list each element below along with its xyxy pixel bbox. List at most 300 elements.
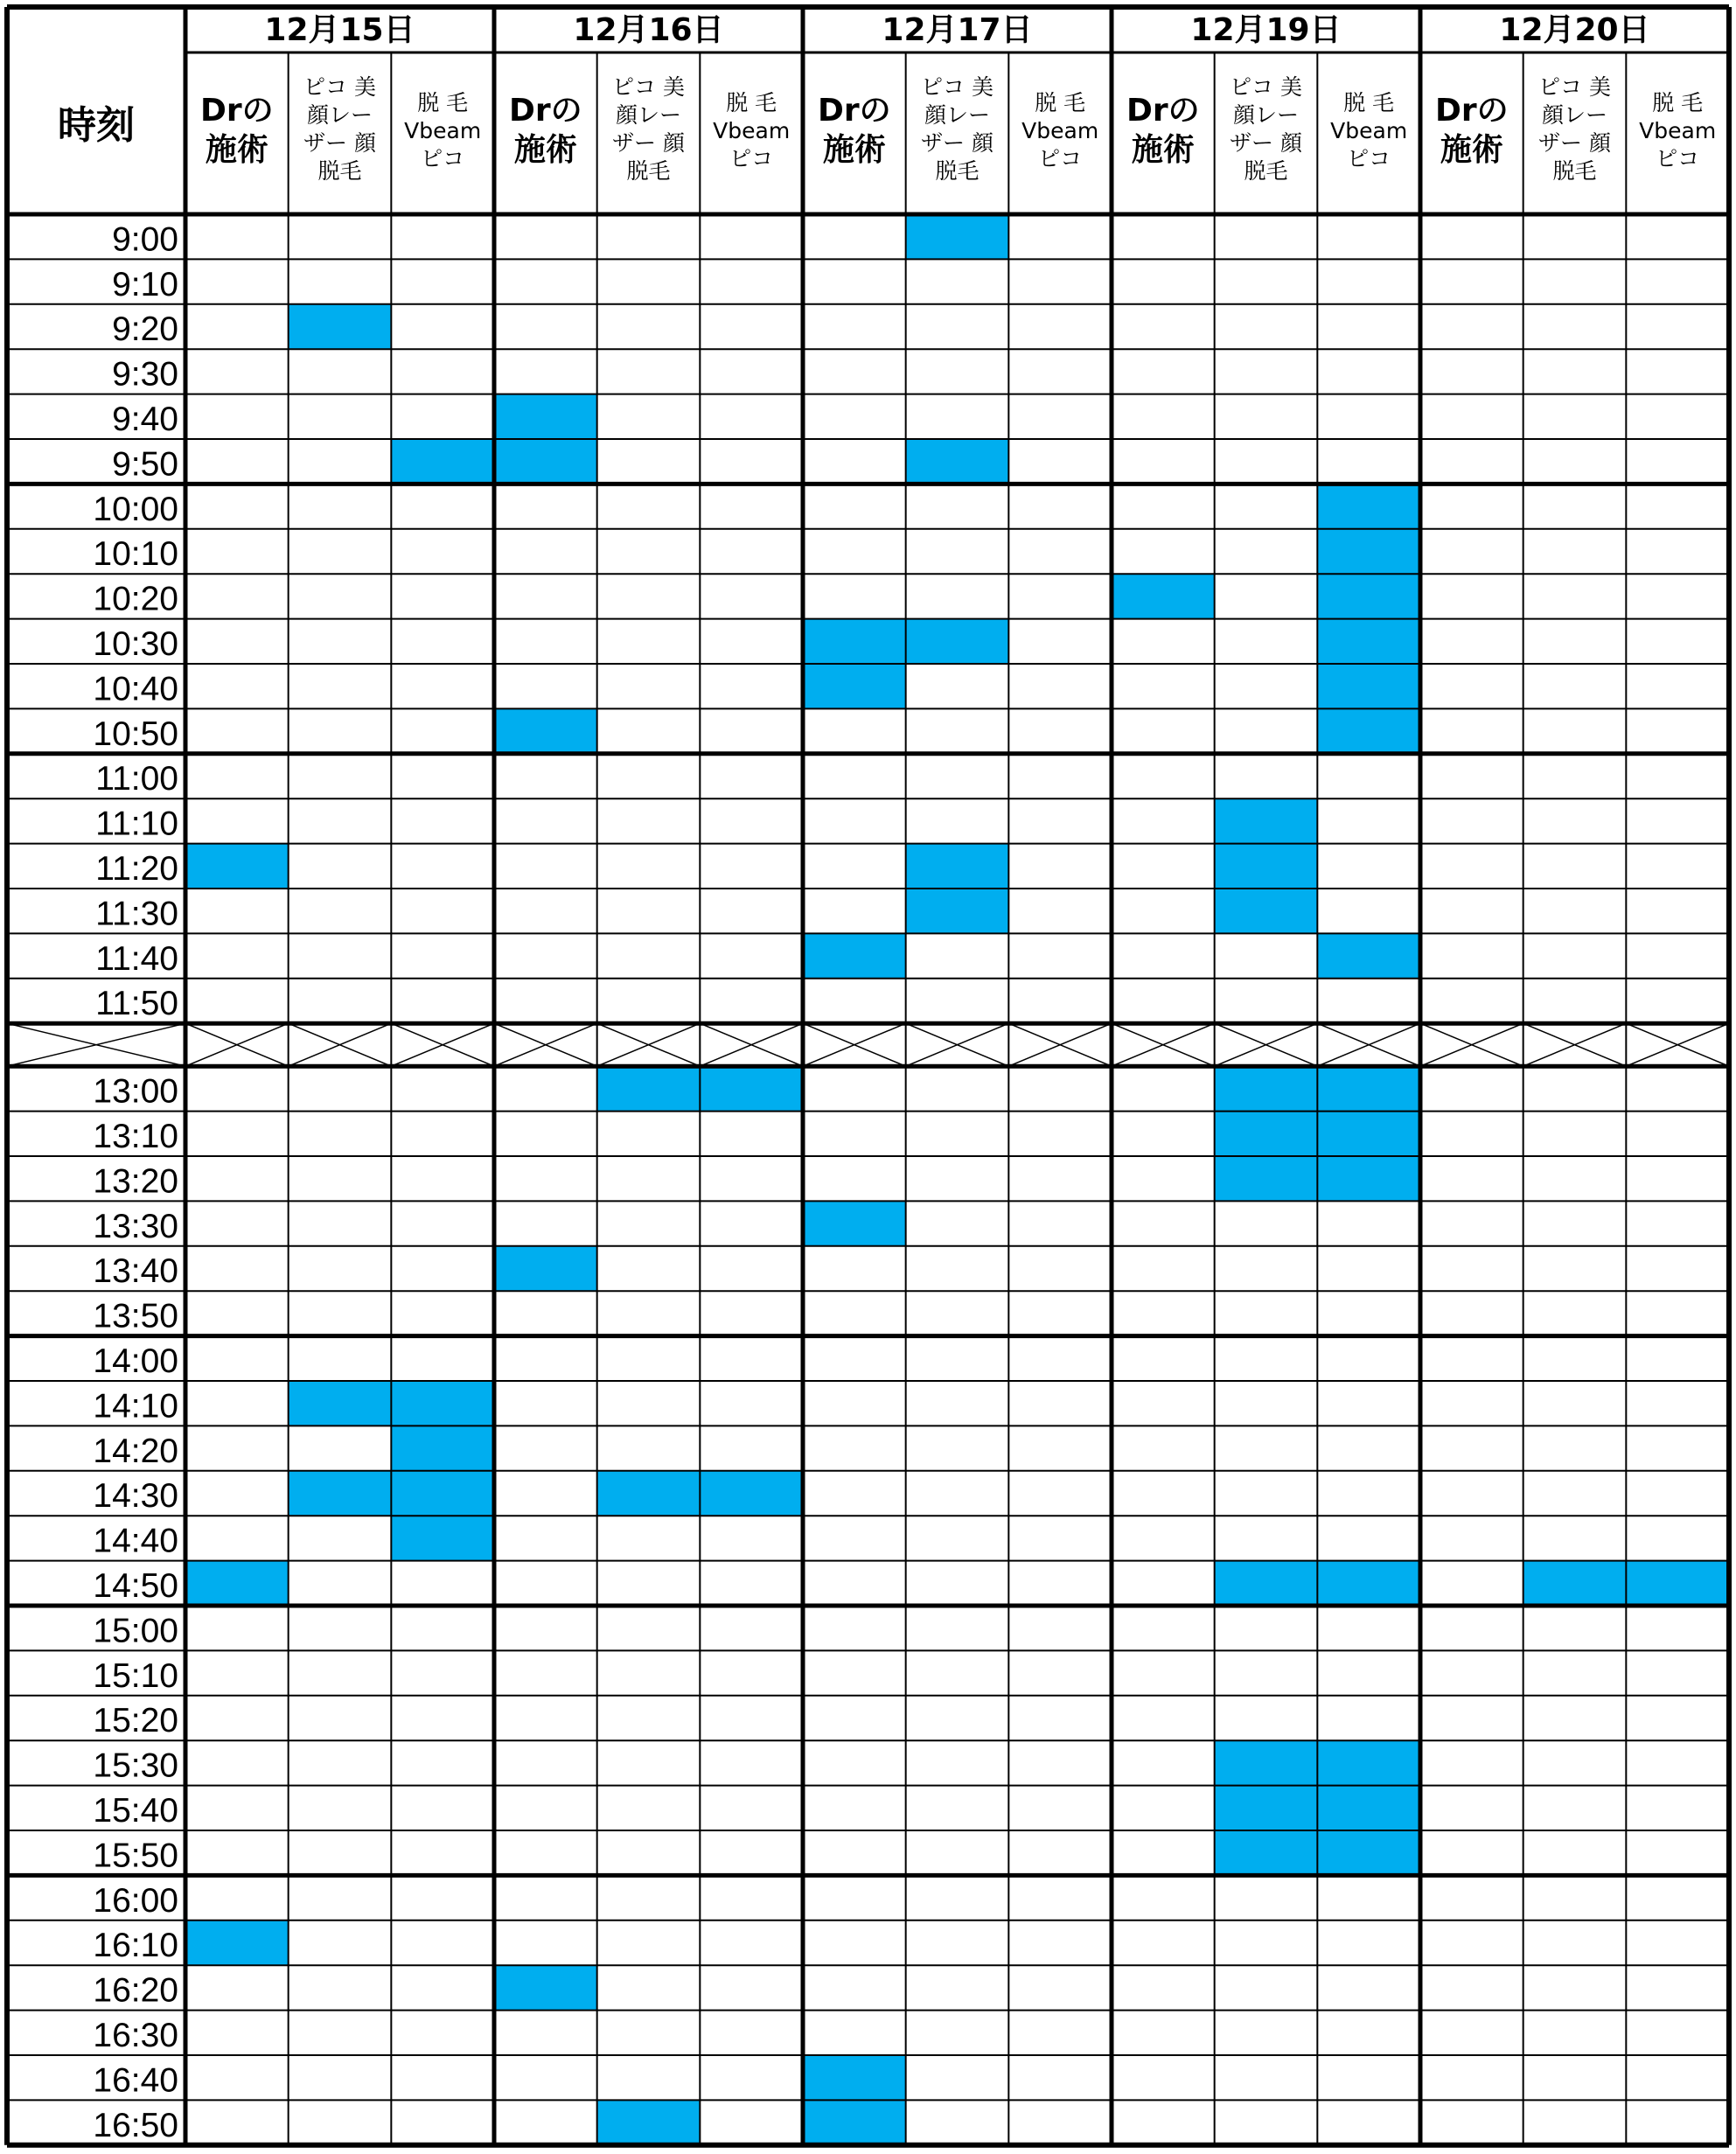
empty-slot[interactable] — [1317, 394, 1420, 439]
booked-slot-1450-col11[interactable] — [1317, 1561, 1420, 1606]
empty-slot[interactable] — [1215, 708, 1318, 753]
empty-slot[interactable] — [185, 439, 289, 484]
empty-slot[interactable] — [1317, 2011, 1420, 2055]
booked-slot-1110-col10[interactable] — [1215, 798, 1318, 843]
empty-slot[interactable] — [391, 619, 494, 664]
empty-slot[interactable] — [803, 259, 906, 303]
empty-slot[interactable] — [289, 844, 392, 889]
empty-slot[interactable] — [803, 2011, 906, 2055]
empty-slot[interactable] — [1420, 1696, 1523, 1740]
empty-slot[interactable] — [1626, 933, 1729, 978]
empty-slot[interactable] — [1523, 708, 1627, 753]
empty-slot[interactable] — [1626, 1740, 1729, 1785]
empty-slot[interactable] — [1215, 1336, 1318, 1381]
empty-slot[interactable] — [597, 1561, 701, 1606]
empty-slot[interactable] — [1626, 1426, 1729, 1470]
empty-slot[interactable] — [1317, 2055, 1420, 2100]
empty-slot[interactable] — [700, 1965, 803, 2010]
empty-slot[interactable] — [597, 574, 701, 618]
empty-slot[interactable] — [494, 933, 597, 978]
empty-slot[interactable] — [906, 1156, 1009, 1201]
empty-slot[interactable] — [391, 1201, 494, 1245]
empty-slot[interactable] — [289, 2100, 392, 2144]
empty-slot[interactable] — [289, 439, 392, 484]
booked-slot-950-col3[interactable] — [494, 439, 597, 484]
empty-slot[interactable] — [906, 1606, 1009, 1650]
empty-slot[interactable] — [1626, 1381, 1729, 1426]
empty-slot[interactable] — [494, 664, 597, 708]
empty-slot[interactable] — [1008, 529, 1112, 574]
empty-slot[interactable] — [906, 574, 1009, 618]
empty-slot[interactable] — [391, 1112, 494, 1156]
empty-slot[interactable] — [1215, 1471, 1318, 1516]
empty-slot[interactable] — [1420, 439, 1523, 484]
empty-slot[interactable] — [1008, 1156, 1112, 1201]
empty-slot[interactable] — [803, 214, 906, 259]
empty-slot[interactable] — [1317, 214, 1420, 259]
empty-slot[interactable] — [1523, 933, 1627, 978]
empty-slot[interactable] — [1215, 754, 1318, 798]
booked-slot-1030-col7[interactable] — [906, 619, 1009, 664]
empty-slot[interactable] — [1523, 1201, 1627, 1245]
booked-slot-1320-col10[interactable] — [1215, 1156, 1318, 1201]
empty-slot[interactable] — [1008, 1561, 1112, 1606]
empty-slot[interactable] — [700, 529, 803, 574]
empty-slot[interactable] — [1008, 1965, 1112, 2010]
empty-slot[interactable] — [391, 1291, 494, 1335]
empty-slot[interactable] — [1112, 933, 1215, 978]
empty-slot[interactable] — [700, 1112, 803, 1156]
empty-slot[interactable] — [1626, 1920, 1729, 1965]
empty-slot[interactable] — [289, 1112, 392, 1156]
empty-slot[interactable] — [597, 349, 701, 394]
empty-slot[interactable] — [906, 1066, 1009, 1111]
empty-slot[interactable] — [1317, 1696, 1420, 1740]
empty-slot[interactable] — [185, 214, 289, 259]
empty-slot[interactable] — [289, 889, 392, 933]
empty-slot[interactable] — [906, 708, 1009, 753]
empty-slot[interactable] — [1626, 2100, 1729, 2144]
empty-slot[interactable] — [906, 2055, 1009, 2100]
empty-slot[interactable] — [906, 529, 1009, 574]
booked-slot-1130-col7[interactable] — [906, 889, 1009, 933]
empty-slot[interactable] — [803, 1156, 906, 1201]
empty-slot[interactable] — [1008, 2011, 1112, 2055]
empty-slot[interactable] — [1112, 1696, 1215, 1740]
empty-slot[interactable] — [700, 349, 803, 394]
empty-slot[interactable] — [1215, 574, 1318, 618]
empty-slot[interactable] — [1523, 1336, 1627, 1381]
empty-slot[interactable] — [1420, 979, 1523, 1023]
empty-slot[interactable] — [391, 1696, 494, 1740]
empty-slot[interactable] — [289, 394, 392, 439]
empty-slot[interactable] — [391, 1156, 494, 1201]
booked-slot-1550-col10[interactable] — [1215, 1830, 1318, 1875]
empty-slot[interactable] — [597, 979, 701, 1023]
booked-slot-1010-col11[interactable] — [1317, 529, 1420, 574]
empty-slot[interactable] — [597, 1965, 701, 2010]
empty-slot[interactable] — [494, 1112, 597, 1156]
empty-slot[interactable] — [1317, 1381, 1420, 1426]
empty-slot[interactable] — [597, 1112, 701, 1156]
empty-slot[interactable] — [1420, 1875, 1523, 1920]
empty-slot[interactable] — [1008, 1112, 1112, 1156]
booked-slot-1120-col10[interactable] — [1215, 844, 1318, 889]
empty-slot[interactable] — [391, 2055, 494, 2100]
empty-slot[interactable] — [1523, 214, 1627, 259]
empty-slot[interactable] — [1008, 2100, 1112, 2144]
booked-slot-1300-col5[interactable] — [700, 1066, 803, 1111]
empty-slot[interactable] — [289, 708, 392, 753]
booked-slot-1450-col14[interactable] — [1626, 1561, 1729, 1606]
empty-slot[interactable] — [185, 1381, 289, 1426]
empty-slot[interactable] — [185, 664, 289, 708]
empty-slot[interactable] — [289, 574, 392, 618]
empty-slot[interactable] — [1523, 2055, 1627, 2100]
empty-slot[interactable] — [494, 979, 597, 1023]
booked-slot-1120-col7[interactable] — [906, 844, 1009, 889]
empty-slot[interactable] — [391, 1650, 494, 1695]
empty-slot[interactable] — [1626, 1112, 1729, 1156]
empty-slot[interactable] — [1420, 2011, 1523, 2055]
empty-slot[interactable] — [1112, 1516, 1215, 1560]
empty-slot[interactable] — [494, 1696, 597, 1740]
empty-slot[interactable] — [1523, 1471, 1627, 1516]
booked-slot-1650-col4[interactable] — [597, 2100, 701, 2144]
empty-slot[interactable] — [289, 1201, 392, 1245]
empty-slot[interactable] — [1008, 708, 1112, 753]
empty-slot[interactable] — [1523, 1426, 1627, 1470]
booked-slot-1430-col1[interactable] — [289, 1471, 392, 1516]
empty-slot[interactable] — [700, 1291, 803, 1335]
empty-slot[interactable] — [289, 1156, 392, 1201]
empty-slot[interactable] — [1420, 1066, 1523, 1111]
empty-slot[interactable] — [1420, 1426, 1523, 1470]
empty-slot[interactable] — [1112, 529, 1215, 574]
empty-slot[interactable] — [185, 1336, 289, 1381]
empty-slot[interactable] — [1112, 1246, 1215, 1291]
booked-slot-1620-col3[interactable] — [494, 1965, 597, 2010]
empty-slot[interactable] — [1317, 1201, 1420, 1245]
booked-slot-1530-col11[interactable] — [1317, 1740, 1420, 1785]
empty-slot[interactable] — [289, 798, 392, 843]
empty-slot[interactable] — [1317, 1875, 1420, 1920]
empty-slot[interactable] — [906, 259, 1009, 303]
empty-slot[interactable] — [597, 933, 701, 978]
empty-slot[interactable] — [597, 708, 701, 753]
empty-slot[interactable] — [1112, 349, 1215, 394]
empty-slot[interactable] — [906, 1112, 1009, 1156]
empty-slot[interactable] — [803, 754, 906, 798]
empty-slot[interactable] — [1317, 2100, 1420, 2144]
empty-slot[interactable] — [1420, 619, 1523, 664]
empty-slot[interactable] — [494, 574, 597, 618]
booked-slot-1020-col11[interactable] — [1317, 574, 1420, 618]
empty-slot[interactable] — [1008, 1426, 1112, 1470]
empty-slot[interactable] — [906, 1561, 1009, 1606]
empty-slot[interactable] — [906, 1650, 1009, 1695]
empty-slot[interactable] — [1008, 1291, 1112, 1335]
booked-slot-1430-col5[interactable] — [700, 1471, 803, 1516]
empty-slot[interactable] — [1317, 754, 1420, 798]
empty-slot[interactable] — [1008, 979, 1112, 1023]
empty-slot[interactable] — [1317, 1516, 1420, 1560]
empty-slot[interactable] — [1008, 1471, 1112, 1516]
empty-slot[interactable] — [1215, 933, 1318, 978]
empty-slot[interactable] — [1112, 394, 1215, 439]
empty-slot[interactable] — [494, 754, 597, 798]
empty-slot[interactable] — [391, 1920, 494, 1965]
empty-slot[interactable] — [185, 1740, 289, 1785]
empty-slot[interactable] — [1420, 933, 1523, 978]
empty-slot[interactable] — [1112, 1471, 1215, 1516]
empty-slot[interactable] — [597, 214, 701, 259]
empty-slot[interactable] — [1112, 1066, 1215, 1111]
empty-slot[interactable] — [289, 259, 392, 303]
empty-slot[interactable] — [906, 1920, 1009, 1965]
empty-slot[interactable] — [1420, 1830, 1523, 1875]
empty-slot[interactable] — [1420, 1381, 1523, 1426]
empty-slot[interactable] — [1008, 798, 1112, 843]
empty-slot[interactable] — [1215, 304, 1318, 349]
empty-slot[interactable] — [700, 394, 803, 439]
empty-slot[interactable] — [1008, 259, 1112, 303]
empty-slot[interactable] — [700, 1696, 803, 1740]
booked-slot-1650-col6[interactable] — [803, 2100, 906, 2144]
booked-slot-1140-col11[interactable] — [1317, 933, 1420, 978]
booked-slot-1440-col2[interactable] — [391, 1516, 494, 1560]
empty-slot[interactable] — [1215, 1516, 1318, 1560]
empty-slot[interactable] — [289, 484, 392, 528]
empty-slot[interactable] — [1523, 1246, 1627, 1291]
empty-slot[interactable] — [700, 754, 803, 798]
empty-slot[interactable] — [391, 708, 494, 753]
empty-slot[interactable] — [391, 259, 494, 303]
empty-slot[interactable] — [1112, 214, 1215, 259]
empty-slot[interactable] — [1215, 1246, 1318, 1291]
empty-slot[interactable] — [185, 1516, 289, 1560]
empty-slot[interactable] — [906, 1696, 1009, 1740]
empty-slot[interactable] — [906, 484, 1009, 528]
empty-slot[interactable] — [700, 798, 803, 843]
empty-slot[interactable] — [1420, 889, 1523, 933]
empty-slot[interactable] — [1420, 664, 1523, 708]
empty-slot[interactable] — [906, 1471, 1009, 1516]
empty-slot[interactable] — [1112, 304, 1215, 349]
booked-slot-1120-col0[interactable] — [185, 844, 289, 889]
empty-slot[interactable] — [494, 1156, 597, 1201]
empty-slot[interactable] — [494, 304, 597, 349]
booked-slot-1420-col2[interactable] — [391, 1426, 494, 1470]
empty-slot[interactable] — [185, 2011, 289, 2055]
empty-slot[interactable] — [906, 933, 1009, 978]
empty-slot[interactable] — [185, 1965, 289, 2010]
empty-slot[interactable] — [597, 844, 701, 889]
empty-slot[interactable] — [289, 754, 392, 798]
empty-slot[interactable] — [1008, 1066, 1112, 1111]
empty-slot[interactable] — [803, 1291, 906, 1335]
booked-slot-1050-col3[interactable] — [494, 708, 597, 753]
empty-slot[interactable] — [494, 889, 597, 933]
empty-slot[interactable] — [1626, 1696, 1729, 1740]
empty-slot[interactable] — [1317, 979, 1420, 1023]
empty-slot[interactable] — [597, 1786, 701, 1830]
booked-slot-920-col1[interactable] — [289, 304, 392, 349]
booked-slot-1340-col3[interactable] — [494, 1246, 597, 1291]
empty-slot[interactable] — [185, 979, 289, 1023]
empty-slot[interactable] — [803, 979, 906, 1023]
empty-slot[interactable] — [1523, 979, 1627, 1023]
empty-slot[interactable] — [391, 754, 494, 798]
empty-slot[interactable] — [1523, 1606, 1627, 1650]
empty-slot[interactable] — [1112, 1650, 1215, 1695]
empty-slot[interactable] — [700, 1920, 803, 1965]
empty-slot[interactable] — [1008, 844, 1112, 889]
empty-slot[interactable] — [1112, 439, 1215, 484]
empty-slot[interactable] — [1626, 1830, 1729, 1875]
empty-slot[interactable] — [1626, 1786, 1729, 1830]
empty-slot[interactable] — [289, 619, 392, 664]
empty-slot[interactable] — [1008, 1606, 1112, 1650]
empty-slot[interactable] — [1420, 484, 1523, 528]
empty-slot[interactable] — [289, 1246, 392, 1291]
empty-slot[interactable] — [803, 1875, 906, 1920]
empty-slot[interactable] — [185, 2055, 289, 2100]
empty-slot[interactable] — [1626, 1606, 1729, 1650]
empty-slot[interactable] — [700, 1875, 803, 1920]
empty-slot[interactable] — [1215, 1875, 1318, 1920]
empty-slot[interactable] — [1215, 2100, 1318, 2144]
empty-slot[interactable] — [906, 1830, 1009, 1875]
empty-slot[interactable] — [700, 259, 803, 303]
empty-slot[interactable] — [289, 1561, 392, 1606]
empty-slot[interactable] — [494, 1875, 597, 1920]
empty-slot[interactable] — [1008, 1201, 1112, 1245]
empty-slot[interactable] — [494, 844, 597, 889]
empty-slot[interactable] — [1420, 214, 1523, 259]
empty-slot[interactable] — [906, 798, 1009, 843]
empty-slot[interactable] — [803, 1561, 906, 1606]
empty-slot[interactable] — [1008, 1920, 1112, 1965]
empty-slot[interactable] — [803, 1381, 906, 1426]
empty-slot[interactable] — [1420, 844, 1523, 889]
empty-slot[interactable] — [494, 484, 597, 528]
empty-slot[interactable] — [494, 2011, 597, 2055]
empty-slot[interactable] — [1626, 1650, 1729, 1695]
empty-slot[interactable] — [1008, 394, 1112, 439]
empty-slot[interactable] — [1626, 1471, 1729, 1516]
empty-slot[interactable] — [289, 1336, 392, 1381]
empty-slot[interactable] — [1523, 1156, 1627, 1201]
empty-slot[interactable] — [700, 979, 803, 1023]
empty-slot[interactable] — [1317, 1291, 1420, 1335]
empty-slot[interactable] — [494, 1740, 597, 1785]
empty-slot[interactable] — [1215, 484, 1318, 528]
empty-slot[interactable] — [803, 1426, 906, 1470]
booked-slot-1430-col4[interactable] — [597, 1471, 701, 1516]
empty-slot[interactable] — [185, 1426, 289, 1470]
empty-slot[interactable] — [289, 1650, 392, 1695]
empty-slot[interactable] — [906, 2100, 1009, 2144]
empty-slot[interactable] — [1523, 1516, 1627, 1560]
empty-slot[interactable] — [494, 1291, 597, 1335]
empty-slot[interactable] — [289, 1426, 392, 1470]
empty-slot[interactable] — [1626, 349, 1729, 394]
empty-slot[interactable] — [597, 1336, 701, 1381]
empty-slot[interactable] — [1523, 1650, 1627, 1695]
booked-slot-1540-col11[interactable] — [1317, 1786, 1420, 1830]
empty-slot[interactable] — [1523, 2100, 1627, 2144]
empty-slot[interactable] — [700, 484, 803, 528]
empty-slot[interactable] — [700, 1830, 803, 1875]
empty-slot[interactable] — [906, 1516, 1009, 1560]
empty-slot[interactable] — [1523, 1291, 1627, 1335]
empty-slot[interactable] — [1420, 304, 1523, 349]
empty-slot[interactable] — [1008, 439, 1112, 484]
empty-slot[interactable] — [597, 1606, 701, 1650]
empty-slot[interactable] — [494, 1920, 597, 1965]
empty-slot[interactable] — [1317, 1650, 1420, 1695]
empty-slot[interactable] — [289, 1740, 392, 1785]
empty-slot[interactable] — [1626, 574, 1729, 618]
empty-slot[interactable] — [1112, 754, 1215, 798]
empty-slot[interactable] — [391, 574, 494, 618]
empty-slot[interactable] — [1420, 2055, 1523, 2100]
empty-slot[interactable] — [494, 1471, 597, 1516]
empty-slot[interactable] — [597, 1875, 701, 1920]
empty-slot[interactable] — [1523, 754, 1627, 798]
empty-slot[interactable] — [185, 619, 289, 664]
empty-slot[interactable] — [1420, 1650, 1523, 1695]
empty-slot[interactable] — [1215, 1426, 1318, 1470]
empty-slot[interactable] — [906, 1426, 1009, 1470]
empty-slot[interactable] — [1112, 1786, 1215, 1830]
empty-slot[interactable] — [597, 304, 701, 349]
empty-slot[interactable] — [1626, 1201, 1729, 1245]
empty-slot[interactable] — [803, 394, 906, 439]
empty-slot[interactable] — [1626, 1156, 1729, 1201]
empty-slot[interactable] — [1112, 844, 1215, 889]
empty-slot[interactable] — [1626, 619, 1729, 664]
empty-slot[interactable] — [1215, 259, 1318, 303]
empty-slot[interactable] — [803, 1650, 906, 1695]
empty-slot[interactable] — [185, 1471, 289, 1516]
empty-slot[interactable] — [700, 574, 803, 618]
empty-slot[interactable] — [185, 1246, 289, 1291]
empty-slot[interactable] — [289, 1606, 392, 1650]
empty-slot[interactable] — [1112, 259, 1215, 303]
empty-slot[interactable] — [803, 1066, 906, 1111]
empty-slot[interactable] — [597, 1696, 701, 1740]
empty-slot[interactable] — [1215, 2011, 1318, 2055]
empty-slot[interactable] — [1317, 439, 1420, 484]
empty-slot[interactable] — [185, 1066, 289, 1111]
empty-slot[interactable] — [597, 1920, 701, 1965]
empty-slot[interactable] — [1523, 1112, 1627, 1156]
empty-slot[interactable] — [906, 1336, 1009, 1381]
empty-slot[interactable] — [803, 529, 906, 574]
empty-slot[interactable] — [1626, 1336, 1729, 1381]
empty-slot[interactable] — [1626, 979, 1729, 1023]
empty-slot[interactable] — [1317, 798, 1420, 843]
empty-slot[interactable] — [1008, 619, 1112, 664]
empty-slot[interactable] — [391, 1965, 494, 2010]
booked-slot-1040-col11[interactable] — [1317, 664, 1420, 708]
empty-slot[interactable] — [1626, 1246, 1729, 1291]
booked-slot-1410-col1[interactable] — [289, 1381, 392, 1426]
empty-slot[interactable] — [1215, 2055, 1318, 2100]
empty-slot[interactable] — [1420, 754, 1523, 798]
